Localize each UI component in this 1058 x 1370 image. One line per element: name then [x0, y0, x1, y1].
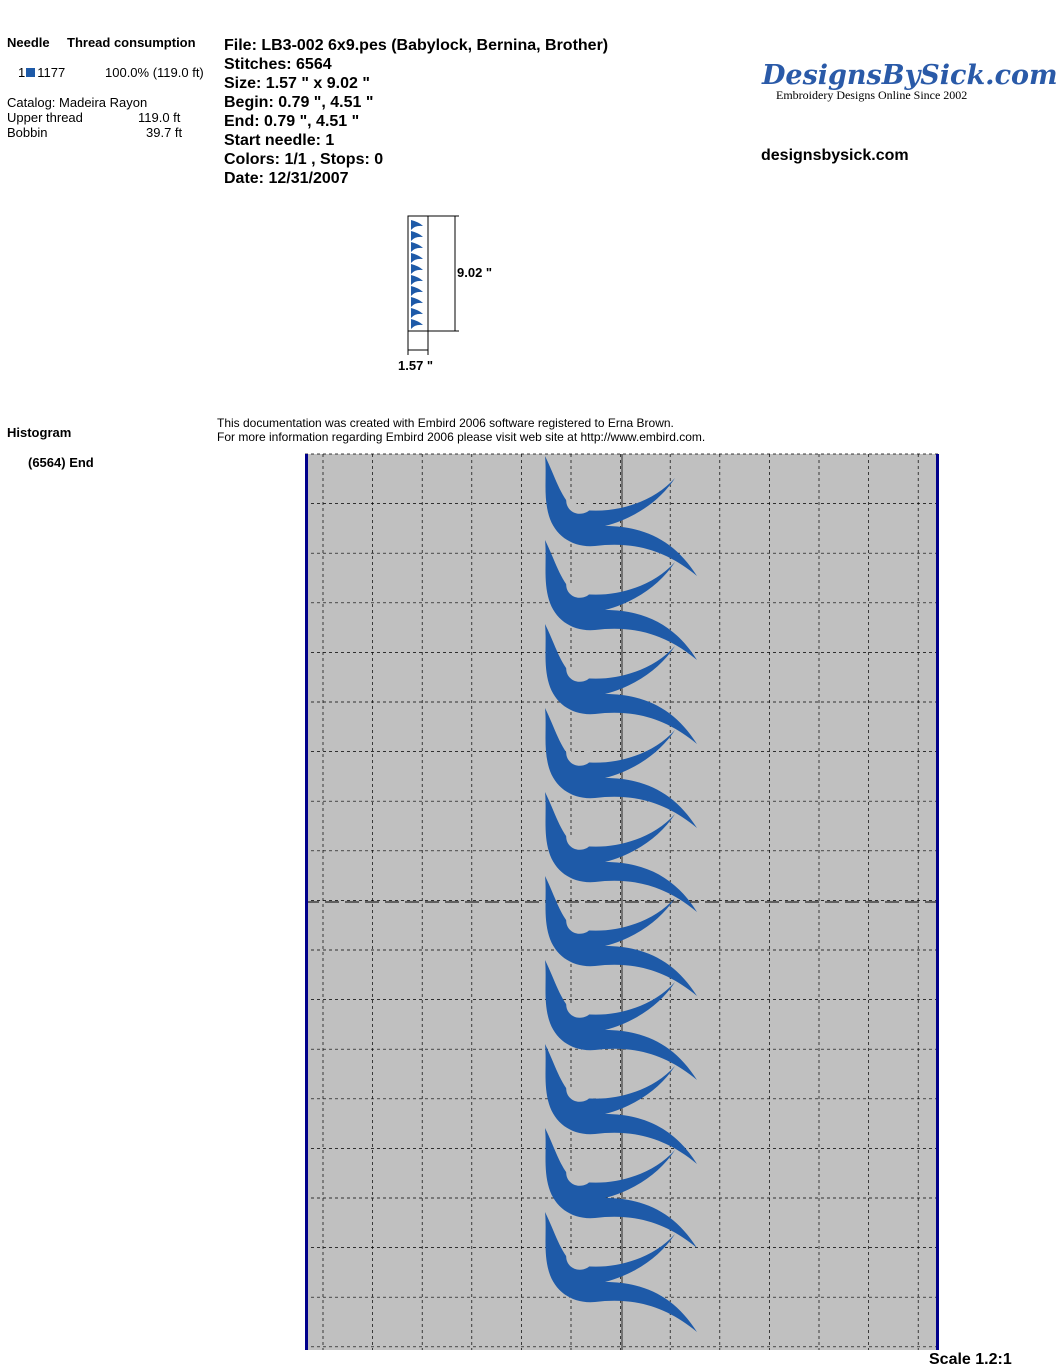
disclaimer-line-1: This documentation was created with Embird 2006 software registered to Erna Brown. [217, 416, 674, 430]
disclaimer [217, 416, 705, 444]
embroidery-canvas [305, 454, 939, 1350]
disclaimer-line-2: For more information regarding Embird 2006 please visit web site at http://www.embird.com. [217, 430, 706, 444]
site-name: designsbysick.com [761, 147, 909, 164]
file-line: File: LB3-002 6x9.pes (Babylock, Bernina, Brother) [224, 37, 609, 54]
design-preview [395, 210, 515, 380]
preview-width-label: 1.57 " [398, 358, 434, 373]
begin-line: Begin: 0.79 ", 4.51 " [224, 94, 374, 111]
catalog-label: Catalog: Madeira Rayon [7, 95, 148, 110]
thread-consumption-header: Thread consumption [67, 35, 196, 50]
needle-number: 1 [18, 65, 26, 80]
histogram-entry: (6564) End [28, 455, 94, 470]
design-info [224, 36, 608, 188]
size-line: Size: 1.57 " x 9.02 " [224, 75, 370, 92]
colors-stops-line: Colors: 1/1 , Stops: 0 [224, 151, 384, 168]
designsbysick-logo: DesignsBySick.com [762, 60, 1058, 91]
preview-height-label: 9.02 " [457, 265, 493, 280]
scale-label: Scale 1.2:1 [929, 1351, 1012, 1368]
thread-row [18, 65, 65, 80]
thread-consumption-value: 100.0% (119.0 ft) [105, 65, 204, 80]
bobbin-label: Bobbin [7, 125, 48, 140]
histogram-title: Histogram [7, 425, 72, 440]
end-line: End: 0.79 ", 4.51 " [224, 113, 360, 130]
logo-tagline: Embroidery Designs Online Since 2002 [776, 88, 968, 102]
upper-thread-label: Upper thread [7, 110, 83, 125]
date-line: Date: 12/31/2007 [224, 170, 349, 187]
thread-color-swatch [26, 68, 35, 77]
needle-column-header: Needle [7, 35, 50, 50]
canvas-right-border [936, 454, 939, 1350]
stitches-line: Stitches: 6564 [224, 56, 332, 73]
bobbin-value: 39.7 ft [146, 125, 183, 140]
thread-color-code: 1177 [37, 65, 66, 80]
canvas-left-border [305, 454, 308, 1350]
upper-thread-value: 119.0 ft [138, 110, 181, 125]
start-needle-line: Start needle: 1 [224, 132, 335, 149]
